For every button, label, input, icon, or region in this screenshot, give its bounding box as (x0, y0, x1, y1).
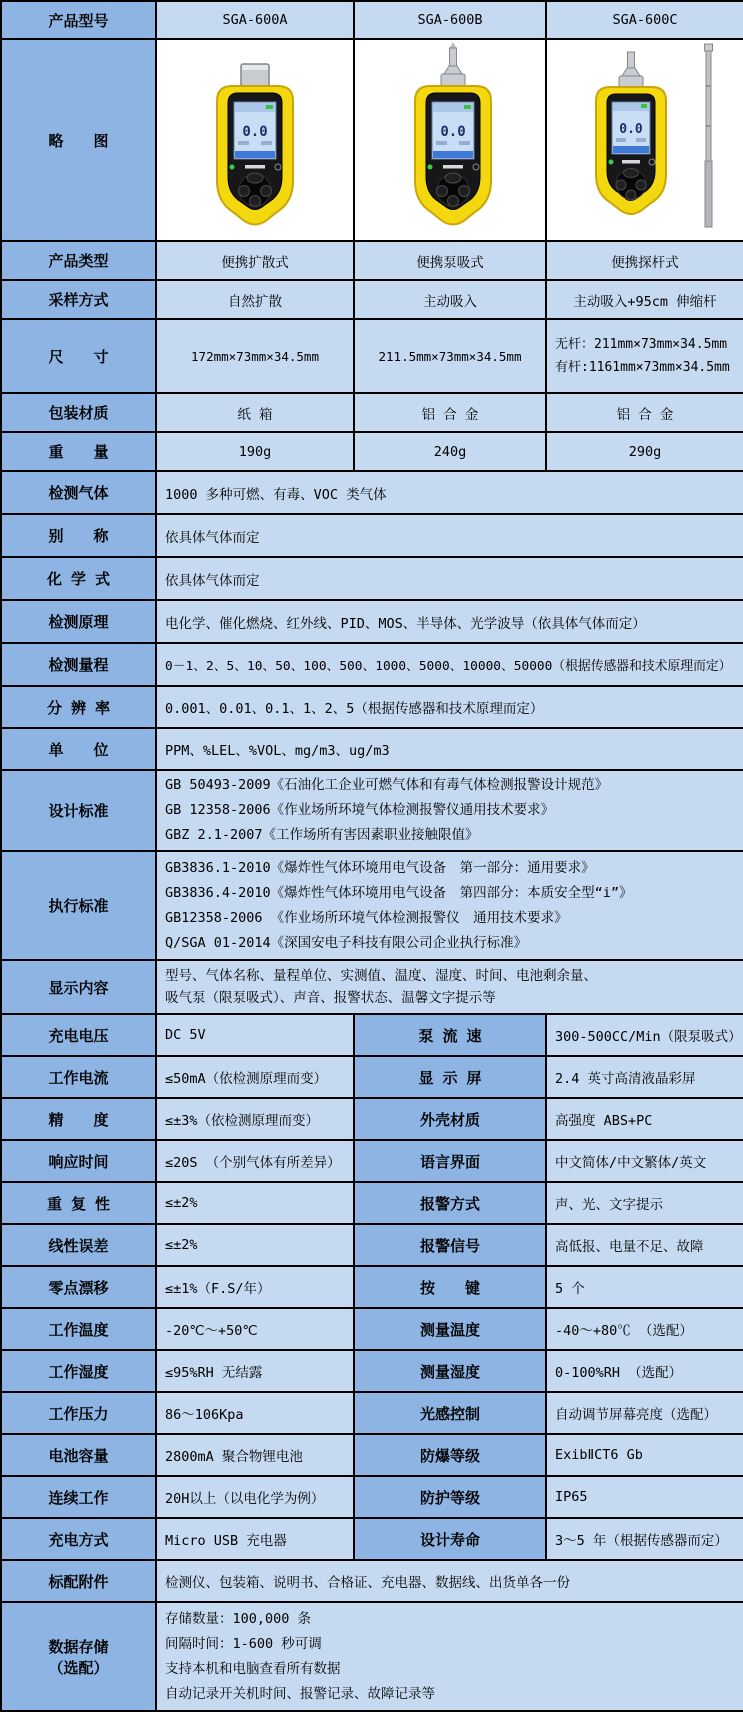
response-time-label: 响应时间 (1, 1140, 156, 1182)
display-content-value (156, 960, 743, 1014)
resolution-label: 分 辨 率 (1, 686, 156, 728)
language-value: 中文简体/中文繁体/英文 (546, 1140, 743, 1182)
device-b-cell (354, 39, 546, 241)
explosion-proof-value: ExibⅡCT6 Gb (546, 1434, 743, 1476)
design-life-label: 设计寿命 (354, 1518, 546, 1560)
resolution-row (1, 686, 743, 728)
packaging-label: 包装材质 (1, 393, 156, 432)
alias-row (1, 514, 743, 557)
repeatability-value: ≤±2% (156, 1182, 354, 1224)
measure-humidity-value: 0-100%RH （选配） (546, 1350, 743, 1392)
pair-row-repeatability (1, 1182, 743, 1224)
model-name-b: SGA-600B (354, 1, 546, 39)
unit-label: 单 位 (1, 728, 156, 770)
data-storage-value (156, 1602, 743, 1711)
device-b-screen-reading: 0.0 (440, 124, 466, 140)
packaging-b: 铝 合 金 (354, 393, 546, 432)
display-content-line: 吸气泵（限泵吸式）、声音、报警状态、温馨文字提示等 (165, 990, 496, 1006)
pair-row-working-pressure (1, 1392, 743, 1434)
sketch-row (1, 39, 743, 241)
weight-row (1, 432, 743, 471)
display-content-row (1, 960, 743, 1014)
working-temperature-value: -20℃～+50℃ (156, 1308, 354, 1350)
weight-label: 重 量 (1, 432, 156, 471)
light-sensor-label: 光感控制 (354, 1392, 546, 1434)
formula-value: 依具体气体而定 (156, 557, 743, 600)
exec-standard-line: GB3836.1-2010《爆炸性气体环境用电气设备 第一部分：通用要求》 (165, 859, 595, 876)
exec-standard-value (156, 851, 743, 960)
shell-material-label: 外壳材质 (354, 1098, 546, 1140)
pair-row-zero-drift (1, 1266, 743, 1308)
data-storage-line: 自动记录开关机时间、报警记录、故障记录等 (165, 1685, 435, 1702)
explosion-proof-label: 防爆等级 (354, 1434, 546, 1476)
working-humidity-value: ≤95%RH 无结露 (156, 1350, 354, 1392)
pump-flow-value: 300-500CC/Min（限泵吸式） (546, 1014, 743, 1056)
accessories-row (1, 1560, 743, 1602)
measure-temperature-label: 测量温度 (354, 1308, 546, 1350)
size-c-with-rod: 有杆:1161mm×73mm×34.5mm (555, 360, 730, 375)
accessories-value: 检测仪、包装箱、说明书、合格证、充电器、数据线、出货单各一份 (156, 1560, 743, 1602)
exec-standard-label: 执行标准 (1, 851, 156, 960)
protection-rating-label: 防护等级 (354, 1476, 546, 1518)
data-storage-label-line2: （选配） (48, 1658, 109, 1677)
data-storage-label-line1: 数据存储 (48, 1637, 109, 1656)
device-c-cell (546, 39, 743, 241)
design-standard-row (1, 770, 743, 851)
range-value: 0－1、2、5、10、50、100、500、1000、5000、10000、50000（根据传感器和技术原理而定） (156, 643, 743, 686)
charge-voltage-label: 充电电压 (1, 1014, 156, 1056)
sampling-c: 主动吸入+95cm 伸缩杆 (546, 280, 743, 319)
gas-row (1, 471, 743, 514)
continuous-work-value: 20H以上（以电化学为例） (156, 1476, 354, 1518)
pair-row-working-temperature (1, 1308, 743, 1350)
working-current-value: ≤50mA（依检测原理而变） (156, 1056, 354, 1098)
size-a: 172mm×73mm×34.5mm (156, 319, 354, 393)
alarm-mode-value: 声、光、文字提示 (546, 1182, 743, 1224)
design-standard-line: GB 12358-2006《作业场所环境气体检测报警仪通用技术要求》 (165, 802, 555, 818)
product-type-label: 产品类型 (1, 241, 156, 280)
alias-value: 依具体气体而定 (156, 514, 743, 557)
display-content-label: 显示内容 (1, 960, 156, 1014)
zero-drift-value: ≤±1%（F.S/年） (156, 1266, 354, 1308)
design-standard-value (156, 770, 743, 851)
design-standard-label: 设计标准 (1, 770, 156, 851)
data-storage-line: 间隔时间：1-600 秒可调 (165, 1635, 322, 1652)
weight-c: 290g (546, 432, 743, 471)
principle-label: 检测原理 (1, 600, 156, 643)
product-type-a: 便携扩散式 (156, 241, 354, 280)
formula-label: 化 学 式 (1, 557, 156, 600)
buttons-label: 按 键 (354, 1266, 546, 1308)
design-standard-line: GB 50493-2009《石油化工企业可燃气体和有毒气体检测报警设计规范》 (165, 777, 609, 793)
device-c-screen-reading: 0.0 (619, 122, 643, 137)
data-storage-line: 支持本机和电脑查看所有数据 (165, 1660, 341, 1677)
design-life-value: 3～5 年（根据传感器而定） (546, 1518, 743, 1560)
working-pressure-value: 86～106Kpa (156, 1392, 354, 1434)
packaging-c: 铝 合 金 (546, 393, 743, 432)
sampling-label: 采样方式 (1, 280, 156, 319)
size-label: 尺 寸 (1, 319, 156, 393)
product-type-b: 便携泵吸式 (354, 241, 546, 280)
device-a-cell (156, 39, 354, 241)
pair-row-continuous-work (1, 1476, 743, 1518)
design-standard-line: GBZ 2.1-2007《工作场所有害因素职业接触限值》 (165, 827, 479, 843)
range-label: 检测量程 (1, 643, 156, 686)
data-storage-label (1, 1602, 156, 1711)
pair-row-charging-method (1, 1518, 743, 1560)
exec-standard-row (1, 851, 743, 960)
accuracy-label: 精 度 (1, 1098, 156, 1140)
pair-row-accuracy (1, 1098, 743, 1140)
size-c-without-rod: 无杆：211mm×73mm×34.5mm (555, 337, 728, 352)
charging-method-label: 充电方式 (1, 1518, 156, 1560)
alarm-signal-value: 高低报、电量不足、故障 (546, 1224, 743, 1266)
weight-b: 240g (354, 432, 546, 471)
gas-label: 检测气体 (1, 471, 156, 514)
pump-flow-label: 泵 流 速 (354, 1014, 546, 1056)
linearity-error-label: 线性误差 (1, 1224, 156, 1266)
model-name-a: SGA-600A (156, 1, 354, 39)
data-storage-row (1, 1602, 743, 1711)
device-a-screen-reading: 0.0 (242, 124, 268, 140)
zero-drift-label: 零点漂移 (1, 1266, 156, 1308)
response-time-value: ≤20S （个别气体有所差异） (156, 1140, 354, 1182)
sketch-label: 略 图 (1, 39, 156, 241)
model-name-c: SGA-600C (546, 1, 743, 39)
size-b: 211.5mm×73mm×34.5mm (354, 319, 546, 393)
resolution-value: 0.001、0.01、0.1、1、2、5（根据传感器和技术原理而定） (156, 686, 743, 728)
device-c-image (548, 40, 742, 236)
working-current-label: 工作电流 (1, 1056, 156, 1098)
buttons-value: 5 个 (546, 1266, 743, 1308)
device-b-image (356, 40, 544, 236)
pair-row-charge-voltage (1, 1014, 743, 1056)
protection-rating-value: IP65 (546, 1476, 743, 1518)
exec-standard-line: Q/SGA 01-2014《深国安电子科技有限公司企业执行标准》 (165, 934, 528, 951)
display-screen-value: 2.4 英寸高清液晶彩屏 (546, 1056, 743, 1098)
weight-a: 190g (156, 432, 354, 471)
battery-capacity-label: 电池容量 (1, 1434, 156, 1476)
sampling-a: 自然扩散 (156, 280, 354, 319)
battery-capacity-value: 2800mA 聚合物锂电池 (156, 1434, 354, 1476)
header-row (1, 1, 743, 39)
formula-row (1, 557, 743, 600)
display-screen-label: 显 示 屏 (354, 1056, 546, 1098)
charging-method-value: Micro USB 充电器 (156, 1518, 354, 1560)
working-temperature-label: 工作温度 (1, 1308, 156, 1350)
principle-row (1, 600, 743, 643)
principle-value: 电化学、催化燃烧、红外线、PID、MOS、半导体、光学波导（依具体气体而定） (156, 600, 743, 643)
size-row (1, 319, 743, 393)
measure-humidity-label: 测量湿度 (354, 1350, 546, 1392)
product-type-row (1, 241, 743, 280)
sampling-row (1, 280, 743, 319)
range-row (1, 643, 743, 686)
pair-row-working-current (1, 1056, 743, 1098)
accuracy-value: ≤±3%（依检测原理而变） (156, 1098, 354, 1140)
packaging-a: 纸 箱 (156, 393, 354, 432)
device-a-image (158, 40, 352, 236)
accessories-label: 标配附件 (1, 1560, 156, 1602)
product-type-c: 便携探杆式 (546, 241, 743, 280)
working-pressure-label: 工作压力 (1, 1392, 156, 1434)
language-label: 语言界面 (354, 1140, 546, 1182)
pair-row-working-humidity (1, 1350, 743, 1392)
shell-material-value: 高强度 ABS+PC (546, 1098, 743, 1140)
sampling-b: 主动吸入 (354, 280, 546, 319)
continuous-work-label: 连续工作 (1, 1476, 156, 1518)
pair-row-battery-capacity (1, 1434, 743, 1476)
display-content-line: 型号、气体名称、量程单位、实测值、温度、湿度、时间、电池剩余量、 (165, 968, 597, 984)
repeatability-label: 重 复 性 (1, 1182, 156, 1224)
data-storage-line: 存储数量：100,000 条 (165, 1610, 312, 1627)
header-label: 产品型号 (1, 1, 156, 39)
alarm-mode-label: 报警方式 (354, 1182, 546, 1224)
charge-voltage-value: DC 5V (156, 1014, 354, 1056)
pair-row-linearity-error (1, 1224, 743, 1266)
gas-value: 1000 多种可燃、有毒、VOC 类气体 (156, 471, 743, 514)
pair-row-response-time (1, 1140, 743, 1182)
alias-label: 别 称 (1, 514, 156, 557)
working-humidity-label: 工作湿度 (1, 1350, 156, 1392)
linearity-error-value: ≤±2% (156, 1224, 354, 1266)
packaging-row (1, 393, 743, 432)
light-sensor-value: 自动调节屏幕亮度（选配） (546, 1392, 743, 1434)
alarm-signal-label: 报警信号 (354, 1224, 546, 1266)
measure-temperature-value: -40～+80℃ （选配） (546, 1308, 743, 1350)
exec-standard-line: GB3836.4-2010《爆炸性气体环境用电气设备 第四部分：本质安全型“i”》 (165, 884, 633, 901)
size-c (546, 319, 743, 393)
unit-row (1, 728, 743, 770)
unit-value: PPM、%LEL、%VOL、mg/m3、ug/m3 (156, 728, 743, 770)
exec-standard-line: GB12358-2006 《作业场所环境气体检测报警仪 通用技术要求》 (165, 909, 568, 926)
